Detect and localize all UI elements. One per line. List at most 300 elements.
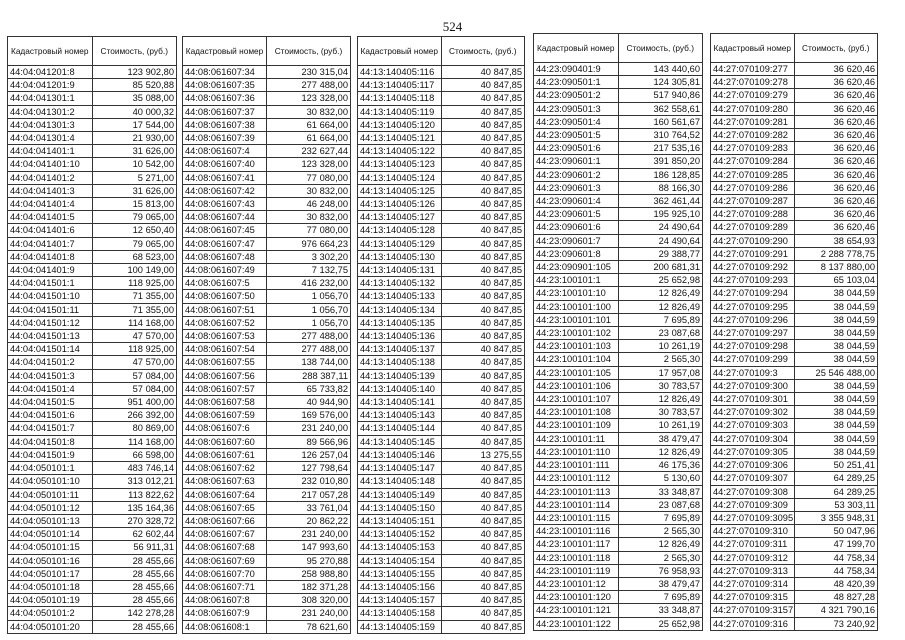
- cadastral-number-cell: 44:23:100101:1: [534, 274, 619, 287]
- table-row: [711, 195, 878, 208]
- cost-cell: 230 315,04: [267, 66, 351, 79]
- table-row: [8, 277, 177, 290]
- cadastral-number-cell: 44:13:140405:150: [358, 501, 442, 514]
- cadastral-table-5: [710, 33, 878, 631]
- cost-cell: 36 620,46: [794, 63, 878, 76]
- cadastral-number-cell: 44:27:070109:310: [711, 525, 795, 538]
- cadastral-number-cell: 44:04:041401:9: [8, 264, 93, 277]
- table-row: [183, 290, 351, 303]
- cost-cell: 30 783,57: [618, 406, 703, 419]
- cost-cell: 40 847,85: [441, 514, 525, 527]
- cadastral-number-cell: 44:04:041501:4: [8, 382, 93, 395]
- table-row: [711, 406, 878, 419]
- cadastral-number-cell: 44:08:061607:8: [183, 594, 267, 607]
- cadastral-number-cell: 44:27:070109:296: [711, 313, 795, 326]
- cadastral-number-cell: 44:27:070109:301: [711, 393, 795, 406]
- cadastral-number-cell: 44:27:070109:313: [711, 564, 795, 577]
- cost-cell: 28 455,66: [92, 620, 177, 633]
- table-row: [358, 277, 525, 290]
- cadastral-number-cell: 44:23:100101:100: [534, 300, 619, 313]
- table-row: [711, 234, 878, 247]
- table-row: [534, 76, 703, 89]
- table-row: [183, 409, 351, 422]
- cadastral-number-cell: 44:13:140405:132: [358, 277, 442, 290]
- cadastral-number-cell: 44:27:070109:302: [711, 406, 795, 419]
- table-row: [711, 551, 878, 564]
- cost-cell: 40 847,85: [441, 528, 525, 541]
- cadastral-number-cell: 44:23:090501:3: [534, 102, 619, 115]
- cost-cell: 61 664,00: [267, 132, 351, 145]
- cadastral-number-cell: 44:13:140405:122: [358, 145, 442, 158]
- cadastral-number-cell: 44:13:140405:119: [358, 105, 442, 118]
- cost-cell: 288 387,11: [267, 369, 351, 382]
- cost-cell: 36 620,46: [794, 129, 878, 142]
- cadastral-number-cell: 44:23:100101:111: [534, 459, 619, 472]
- cadastral-number-cell: 44:04:050101:12: [8, 501, 93, 514]
- cost-cell: 118 925,00: [92, 277, 177, 290]
- cost-cell: 40 847,85: [441, 118, 525, 131]
- table-row: [534, 181, 703, 194]
- table-row: [358, 369, 525, 382]
- table-row: [358, 132, 525, 145]
- cadastral-number-cell: 44:27:070109:316: [711, 617, 795, 630]
- cost-cell: 36 620,46: [794, 168, 878, 181]
- cost-cell: 40 847,85: [441, 607, 525, 620]
- cost-cell: 258 988,80: [267, 567, 351, 580]
- table-row: [8, 92, 177, 105]
- table-row: [711, 564, 878, 577]
- cost-cell: 40 847,85: [441, 594, 525, 607]
- table-row: [183, 475, 351, 488]
- table-row: [358, 409, 525, 422]
- cost-cell: 40 847,85: [441, 198, 525, 211]
- cost-cell: 40 847,85: [441, 620, 525, 633]
- table-row: [534, 195, 703, 208]
- table-row: [8, 198, 177, 211]
- header-cadastral-number: Кадастровый номер: [711, 34, 795, 63]
- table-row: [358, 356, 525, 369]
- cadastral-number-cell: 44:04:041401:8: [8, 250, 93, 263]
- cadastral-number-cell: 44:27:070109:288: [711, 208, 795, 221]
- header-cadastral-number: Кадастровый номер: [358, 37, 442, 66]
- cadastral-number-cell: 44:04:041401:2: [8, 171, 93, 184]
- cost-cell: 100 149,00: [92, 264, 177, 277]
- table-row: [711, 102, 878, 115]
- cost-cell: 38 044,59: [794, 353, 878, 366]
- table-row: [8, 211, 177, 224]
- table-row: [183, 171, 351, 184]
- cadastral-number-cell: 44:08:061607:52: [183, 316, 267, 329]
- table-row: [8, 356, 177, 369]
- cost-cell: 61 664,00: [267, 118, 351, 131]
- cost-cell: 38 044,59: [794, 379, 878, 392]
- cadastral-number-cell: 44:27:070109:3157: [711, 604, 795, 617]
- cost-cell: 40 847,85: [441, 462, 525, 475]
- cadastral-number-cell: 44:08:061607:62: [183, 462, 267, 475]
- table-row: [711, 181, 878, 194]
- cost-cell: 68 523,00: [92, 250, 177, 263]
- cost-cell: 15 813,00: [92, 198, 177, 211]
- cadastral-number-cell: 44:08:061607:64: [183, 488, 267, 501]
- table-header-row: [358, 37, 525, 66]
- cadastral-number-cell: 44:27:070109:303: [711, 419, 795, 432]
- cost-cell: 127 798,64: [267, 462, 351, 475]
- cost-cell: 77 080,00: [267, 224, 351, 237]
- table-row: [358, 448, 525, 461]
- cadastral-number-cell: 44:27:070109:287: [711, 195, 795, 208]
- cadastral-number-cell: 44:23:100101:10: [534, 287, 619, 300]
- cadastral-number-cell: 44:13:140405:124: [358, 171, 442, 184]
- table-row: [711, 274, 878, 287]
- table-row: [8, 343, 177, 356]
- cadastral-number-cell: 44:27:070109:295: [711, 300, 795, 313]
- cost-cell: 231 240,00: [267, 528, 351, 541]
- table-row: [8, 462, 177, 475]
- cadastral-number-cell: 44:23:100101:101: [534, 313, 619, 326]
- table-row: [8, 158, 177, 171]
- cost-cell: 147 993,60: [267, 541, 351, 554]
- cost-cell: 135 164,36: [92, 501, 177, 514]
- table-row: [534, 577, 703, 590]
- cadastral-number-cell: 44:04:041501:6: [8, 409, 93, 422]
- cost-cell: 40 847,85: [441, 211, 525, 224]
- table-row: [8, 105, 177, 118]
- table-row: [8, 79, 177, 92]
- cadastral-number-cell: 44:13:140405:135: [358, 316, 442, 329]
- table-row: [358, 396, 525, 409]
- cost-cell: 28 455,66: [92, 594, 177, 607]
- cost-cell: 40 847,85: [441, 105, 525, 118]
- table-row: [8, 224, 177, 237]
- table-row: [183, 277, 351, 290]
- table-row: [8, 501, 177, 514]
- cadastral-number-cell: 44:08:061607:56: [183, 369, 267, 382]
- cadastral-number-cell: 44:08:061607:57: [183, 382, 267, 395]
- table-row: [711, 168, 878, 181]
- table-row: [8, 514, 177, 527]
- table-row: [711, 76, 878, 89]
- table-row: [183, 554, 351, 567]
- cost-cell: 38 044,59: [794, 340, 878, 353]
- table-row: [358, 435, 525, 448]
- table-row: [8, 369, 177, 382]
- cadastral-number-cell: 44:04:041301:3: [8, 118, 93, 131]
- cadastral-number-cell: 44:04:041501:1: [8, 277, 93, 290]
- cost-cell: 38 044,59: [794, 313, 878, 326]
- table-row: [358, 488, 525, 501]
- cadastral-number-cell: 44:08:061607:6: [183, 422, 267, 435]
- cost-cell: 30 832,00: [267, 184, 351, 197]
- table-row: [534, 445, 703, 458]
- table-row: [8, 435, 177, 448]
- cost-cell: 64 289,25: [794, 472, 878, 485]
- cost-cell: 46 175,36: [618, 459, 703, 472]
- table-row: [183, 541, 351, 554]
- cadastral-number-cell: 44:23:100101:102: [534, 327, 619, 340]
- cadastral-number-cell: 44:27:070109:291: [711, 247, 795, 260]
- table-row: [534, 261, 703, 274]
- cadastral-number-cell: 44:08:061607:69: [183, 554, 267, 567]
- cadastral-number-cell: 44:27:070109:3: [711, 366, 795, 379]
- cadastral-number-cell: 44:13:140405:134: [358, 303, 442, 316]
- table-row: [711, 525, 878, 538]
- cost-cell: 62 602,44: [92, 528, 177, 541]
- table-row: [534, 300, 703, 313]
- table-row: [711, 459, 878, 472]
- table-row: [358, 475, 525, 488]
- cadastral-number-cell: 44:08:061607:66: [183, 514, 267, 527]
- cost-cell: 217 535,16: [618, 142, 703, 155]
- table-row: [711, 247, 878, 260]
- cadastral-number-cell: 44:08:061607:49: [183, 264, 267, 277]
- cadastral-number-cell: 44:23:090601:8: [534, 247, 619, 260]
- table-row: [534, 287, 703, 300]
- cost-cell: 48 827,28: [794, 591, 878, 604]
- cost-cell: 47 199,70: [794, 538, 878, 551]
- cadastral-number-cell: 44:23:090601:2: [534, 168, 619, 181]
- cost-cell: 40 847,85: [441, 369, 525, 382]
- table-row: [711, 577, 878, 590]
- cadastral-number-cell: 44:04:041501:3: [8, 369, 93, 382]
- table-row: [358, 580, 525, 593]
- header-cost: Стоимость, (руб.): [618, 34, 703, 63]
- cadastral-number-cell: 44:13:140405:144: [358, 422, 442, 435]
- cost-cell: 31 626,00: [92, 184, 177, 197]
- table-row: [711, 115, 878, 128]
- cadastral-number-cell: 44:04:050101:11: [8, 488, 93, 501]
- cadastral-number-cell: 44:13:140405:133: [358, 290, 442, 303]
- cost-cell: 5 130,60: [618, 472, 703, 485]
- cadastral-number-cell: 44:23:100101:112: [534, 472, 619, 485]
- table-row: [711, 353, 878, 366]
- cost-cell: 38 044,59: [794, 445, 878, 458]
- cost-cell: 10 542,00: [92, 158, 177, 171]
- cost-cell: 40 847,85: [441, 250, 525, 263]
- cadastral-number-cell: 44:04:050101:18: [8, 580, 93, 593]
- cadastral-number-cell: 44:04:050101:10: [8, 475, 93, 488]
- cost-cell: 40 847,85: [441, 290, 525, 303]
- table-row: [358, 290, 525, 303]
- cost-cell: 40 847,85: [441, 132, 525, 145]
- table-row: [711, 142, 878, 155]
- table-row: [8, 132, 177, 145]
- cadastral-table-4: [533, 33, 703, 631]
- cost-cell: 7 695,89: [618, 591, 703, 604]
- table-row: [8, 118, 177, 131]
- cadastral-number-cell: 44:23:100101:12: [534, 577, 619, 590]
- table-row: [183, 607, 351, 620]
- cadastral-number-cell: 44:13:140405:123: [358, 158, 442, 171]
- cost-cell: 21 930,00: [92, 132, 177, 145]
- cost-cell: 951 400,00: [92, 396, 177, 409]
- table-row: [534, 419, 703, 432]
- cost-cell: 308 320,00: [267, 594, 351, 607]
- cadastral-number-cell: 44:27:070109:277: [711, 63, 795, 76]
- table-row: [711, 300, 878, 313]
- cadastral-number-cell: 44:13:140405:130: [358, 250, 442, 263]
- table-row: [534, 604, 703, 617]
- cadastral-number-cell: 44:08:061607:47: [183, 237, 267, 250]
- table-row: [358, 462, 525, 475]
- table-row: [183, 396, 351, 409]
- cadastral-number-cell: 44:13:140405:136: [358, 330, 442, 343]
- table-row: [711, 221, 878, 234]
- cost-cell: 12 650,40: [92, 224, 177, 237]
- cost-cell: 10 261,19: [618, 340, 703, 353]
- cost-cell: 40 847,85: [441, 396, 525, 409]
- table-row: [183, 145, 351, 158]
- cadastral-number-cell: 44:08:061607:61: [183, 448, 267, 461]
- cadastral-number-cell: 44:08:061607:63: [183, 475, 267, 488]
- cadastral-number-cell: 44:27:070109:285: [711, 168, 795, 181]
- header-cost: Стоимость, (руб.): [92, 37, 177, 66]
- cost-cell: 36 620,46: [794, 208, 878, 221]
- cost-cell: 38 044,59: [794, 287, 878, 300]
- cadastral-number-cell: 44:27:070109:300: [711, 379, 795, 392]
- table-row: [534, 511, 703, 524]
- cadastral-number-cell: 44:08:061607:42: [183, 184, 267, 197]
- cost-cell: 33 348,87: [618, 604, 703, 617]
- table-row: [183, 66, 351, 79]
- table-row: [534, 406, 703, 419]
- cost-cell: 40 847,85: [441, 356, 525, 369]
- header-cost: Стоимость, (руб.): [267, 37, 351, 66]
- cadastral-number-cell: 44:04:041401:1: [8, 145, 93, 158]
- table-row: [534, 247, 703, 260]
- cadastral-number-cell: 44:27:070109:312: [711, 551, 795, 564]
- table-row: [183, 303, 351, 316]
- cadastral-number-cell: 44:23:100101:103: [534, 340, 619, 353]
- table-row: [711, 366, 878, 379]
- cadastral-number-cell: 44:23:090601:7: [534, 234, 619, 247]
- cadastral-number-cell: 44:08:061607:34: [183, 66, 267, 79]
- table-row: [534, 208, 703, 221]
- cadastral-number-cell: 44:08:061607:35: [183, 79, 267, 92]
- cost-cell: 56 911,31: [92, 541, 177, 554]
- cost-cell: 46 248,00: [267, 198, 351, 211]
- cost-cell: 95 270,88: [267, 554, 351, 567]
- cost-cell: 5 271,00: [92, 171, 177, 184]
- cadastral-number-cell: 44:04:050101:1: [8, 462, 93, 475]
- cadastral-number-cell: 44:04:041301:2: [8, 105, 93, 118]
- cost-cell: 266 392,00: [92, 409, 177, 422]
- table-row: [534, 498, 703, 511]
- header-cadastral-number: Кадастровый номер: [8, 37, 93, 66]
- cost-cell: 277 488,00: [267, 343, 351, 356]
- table-row: [8, 316, 177, 329]
- table-row: [534, 432, 703, 445]
- cost-cell: 976 664,23: [267, 237, 351, 250]
- table-row: [8, 184, 177, 197]
- cadastral-number-cell: 44:23:100101:118: [534, 551, 619, 564]
- cadastral-number-cell: 44:04:041401:7: [8, 237, 93, 250]
- table-row: [8, 250, 177, 263]
- cost-cell: 40 847,85: [441, 79, 525, 92]
- cost-cell: 29 388,77: [618, 247, 703, 260]
- cadastral-number-cell: 44:13:140405:138: [358, 356, 442, 369]
- cost-cell: 362 558,61: [618, 102, 703, 115]
- cadastral-number-cell: 44:23:100101:11: [534, 432, 619, 445]
- cadastral-number-cell: 44:23:090601:5: [534, 208, 619, 221]
- cadastral-number-cell: 44:23:100101:109: [534, 419, 619, 432]
- cadastral-number-cell: 44:04:050101:15: [8, 541, 93, 554]
- cost-cell: 186 128,85: [618, 168, 703, 181]
- table-row: [8, 290, 177, 303]
- cadastral-number-cell: 44:08:061607:40: [183, 158, 267, 171]
- cadastral-number-cell: 44:27:070109:308: [711, 485, 795, 498]
- cost-cell: 40 847,85: [441, 66, 525, 79]
- cadastral-number-cell: 44:13:140405:151: [358, 514, 442, 527]
- cadastral-number-cell: 44:13:140405:146: [358, 448, 442, 461]
- cadastral-number-cell: 44:27:070109:294: [711, 287, 795, 300]
- cadastral-number-cell: 44:23:090501:2: [534, 89, 619, 102]
- table-row: [358, 158, 525, 171]
- cadastral-number-cell: 44:27:070109:315: [711, 591, 795, 604]
- table-row: [183, 528, 351, 541]
- cadastral-number-cell: 44:13:140405:141: [358, 396, 442, 409]
- cadastral-number-cell: 44:13:140405:152: [358, 528, 442, 541]
- cadastral-number-cell: 44:08:061607:60: [183, 435, 267, 448]
- table-row: [183, 184, 351, 197]
- cost-cell: 40 847,85: [441, 330, 525, 343]
- cost-cell: 1 056,70: [267, 290, 351, 303]
- cost-cell: 17 957,08: [618, 366, 703, 379]
- table-row: [358, 501, 525, 514]
- table-row: [358, 316, 525, 329]
- cadastral-number-cell: 44:23:100101:117: [534, 538, 619, 551]
- table-row: [183, 382, 351, 395]
- table-row: [183, 462, 351, 475]
- table-row: [183, 264, 351, 277]
- table-row: [183, 422, 351, 435]
- cost-cell: 30 832,00: [267, 211, 351, 224]
- cadastral-number-cell: 44:27:070109:279: [711, 89, 795, 102]
- table-row: [534, 617, 703, 630]
- cost-cell: 10 261,19: [618, 419, 703, 432]
- cost-cell: 88 166,30: [618, 181, 703, 194]
- table-row: [183, 118, 351, 131]
- cadastral-number-cell: 44:23:100101:116: [534, 525, 619, 538]
- cost-cell: 57 084,00: [92, 382, 177, 395]
- cadastral-number-cell: 44:23:100101:106: [534, 379, 619, 392]
- header-cadastral-number: Кадастровый номер: [534, 34, 619, 63]
- table-row: [358, 514, 525, 527]
- table-header-row: [183, 37, 351, 66]
- cadastral-number-cell: 44:13:140405:137: [358, 343, 442, 356]
- table-row: [8, 264, 177, 277]
- cadastral-number-cell: 44:04:041501:9: [8, 448, 93, 461]
- table-row: [8, 237, 177, 250]
- cadastral-number-cell: 44:08:061608:1: [183, 620, 267, 633]
- table-row: [711, 208, 878, 221]
- table-row: [711, 511, 878, 524]
- table-row: [8, 594, 177, 607]
- cost-cell: 40 847,85: [441, 343, 525, 356]
- cadastral-number-cell: 44:13:140405:158: [358, 607, 442, 620]
- cadastral-table-3: [357, 36, 525, 634]
- cost-cell: 40 847,85: [441, 92, 525, 105]
- cost-cell: 28 455,66: [92, 567, 177, 580]
- cadastral-number-cell: 44:08:061607:70: [183, 567, 267, 580]
- cost-cell: 50 251,41: [794, 459, 878, 472]
- cost-cell: 123 328,00: [267, 158, 351, 171]
- table-row: [534, 221, 703, 234]
- table-row: [8, 396, 177, 409]
- cost-cell: 66 598,00: [92, 448, 177, 461]
- cost-cell: 25 652,98: [618, 617, 703, 630]
- cadastral-number-cell: 44:13:140405:129: [358, 237, 442, 250]
- cadastral-number-cell: 44:08:061607:48: [183, 250, 267, 263]
